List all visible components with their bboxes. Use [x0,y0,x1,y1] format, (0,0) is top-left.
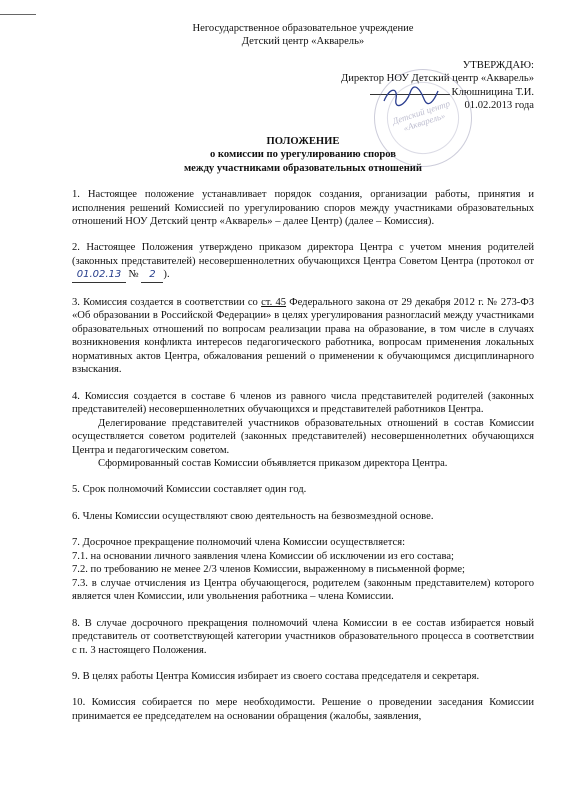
director-name: Клюшницина Т.И. [451,86,534,98]
paragraph-2 [72,241,534,283]
paragraph-2-text: 2. Настоящее Положения утверждено приказом директора Центра с учетом мнения родителей (законных представителей) несовершеннолетних обучающихся Центра Советом Центра (протокол от [72,242,534,267]
title-main: ПОЛОЖЕНИЕ [266,135,340,147]
paragraph-5: 5. Срок полномочий Комиссии составляет один год. [72,484,307,496]
paragraph-6: 6. Члены Комиссии осуществляют свою деятельность на безвозмездной основе. [72,510,434,522]
approval-block [72,59,534,134]
paragraph-9: 9. В целях работы Центра Комиссия избирает из своего состава председателя и секретаря. [72,671,480,682]
paragraph-4: 4. Комиссия создается в составе 6 членов из равного числа представителей родителей (законных представителей) несовершеннолетних обучающихся и представителей работников Центра. [72,390,534,416]
org-line-2: Детский центр «Акварель» [241,36,365,48]
document-page [72,22,534,723]
paragraph-7: 7. Досрочное прекращение полномочий члена Комиссии осуществляется: [72,537,406,549]
paragraph-10: 10. Комиссия собирается по мере необходимости. Решение о проведении заседания Комиссии принимается ее председателем на основании обращения (жалобы, заявления, [72,697,534,722]
seal-text: Детский центр «Акварель» [378,73,469,164]
organization-header [72,22,534,49]
paragraph-3-rest: Федерального закона от 29 декабря 2012 г. № 273-ФЗ «Об образовании в Российской Федерации» в целях урегулирования разногласий между участниками образовательных отношений по вопросам реализации права на образование, в том числе в случаях возникновения конфликта интересов педагогического работника, вопросам применения локальных нормативных актов Центра, обжалования решений о применении к обучающимся дисциплинарного взыскания. [72,297,535,376]
law-article-link[interactable]: ст. 45 [261,297,287,309]
paragraph-2-end: ). [163,269,170,281]
title-line-3: между участниками образовательных отношений [183,162,423,174]
org-line-1: Негосударственное образовательное учреждение [192,23,414,34]
signature-mark [380,83,440,109]
paragraph-8: 8. В случае досрочного прекращения полномочий члена Комиссии в ее состав избирается новый представитель от соответствующей категории участников образовательного процесса в соответствии с п. 3 настоящего Положения. [72,617,534,656]
paragraph-7-2: 7.2. по требованию не менее 2/3 членов Комиссии, выраженному в письменной форме; [72,564,465,576]
approve-label: УТВЕРЖДАЮ: [462,59,534,71]
protocol-number-sign: № [128,269,139,281]
paragraph-7-1: 7.1. на основании личного заявления члена Комиссии об исключении из его состава; [72,550,454,562]
paragraph-4-order: Сформированный состав Комиссии объявляется приказом директора Центра. [98,458,448,470]
scan-edge-line [0,14,36,15]
protocol-date-handwritten: 01.02.13 [72,269,126,283]
approval-date: 01.02.2013 года [464,100,534,112]
paragraph-1: 1. Настоящее положение устанавливает порядок создания, организации работы, принятия и исполнения решений Комиссией по урегулированию споров между участниками образовательных отношений НОУ Детский центр «Акварель» – далее Центр) (далее – Комиссия). [72,189,534,227]
paragraph-3 [72,296,534,377]
paragraph-3-start: 3. Комиссия создается в соответствии со [72,297,258,309]
paragraph-4-delegation: Делегирование представителей участников образовательных отношений в состав Комиссии осуществляется советом родителей (законных представителей) несовершеннолетних обучающихся Центра и педагогическим советом. [72,417,534,456]
title-line-2: о комиссии по урегулированию споров [209,149,397,161]
paragraph-7-3: 7.3. в случае отчисления из Центра обучающегося, родителем (законным представителем) которого является член Комиссии, или увольнения работника – члена Комиссии. [72,577,534,603]
director-title: Директор НОУ Детский центр «Акварель» [341,73,534,85]
protocol-number-handwritten: 2 [141,269,163,283]
